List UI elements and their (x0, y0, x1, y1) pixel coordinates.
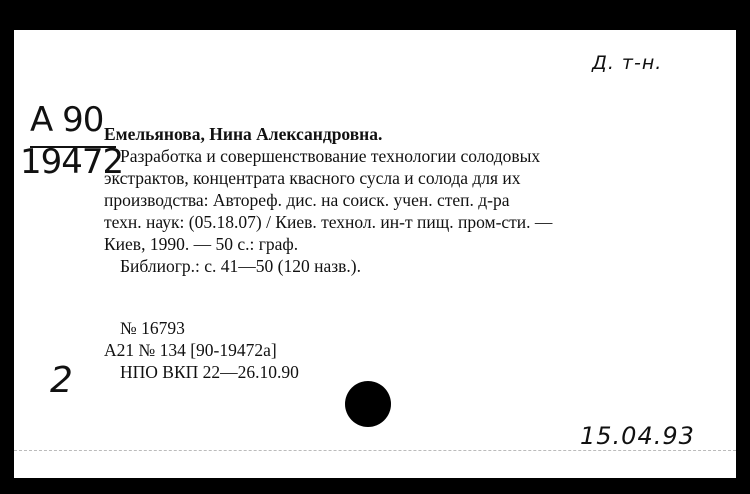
catalog-card (14, 30, 736, 478)
entry-line-4: техн. наук: (05.18.07) / Киев. технол. ин-т пищ. пром-сти. — (104, 212, 553, 232)
accession-number: № 16793 (120, 318, 185, 338)
punch-hole (345, 381, 391, 427)
card-bottom-rule (14, 450, 736, 451)
handwritten-date: 15.04.93 (580, 422, 695, 450)
printer-line: НПО ВКП 22—26.10.90 (120, 362, 299, 382)
author-name: Емельянова, Нина Александровна. (104, 124, 383, 144)
handwritten-number: 2 (50, 360, 73, 401)
entry-line-2: экстрактов, концентрата квасного сусла и солода для их (104, 168, 521, 188)
shelf-mark-line1: А 90 (30, 100, 104, 140)
entry-line-3: производства: Автореф. дис. на соиск. учен. степ. д-ра (104, 190, 510, 210)
shelf-mark-line2: 19472 (20, 142, 124, 182)
entry-line-1: Разработка и совершенствование технологии солодовых (120, 146, 541, 166)
entry-line-5: Киев, 1990. — 50 с.: граф. (104, 234, 299, 254)
handwritten-degree-note: Д. т-н. (592, 52, 663, 74)
bibliography-line: Библиогр.: с. 41—50 (120 назв.). (120, 256, 362, 276)
catalog-reference: А21 № 134 [90-19472а] (104, 340, 277, 360)
